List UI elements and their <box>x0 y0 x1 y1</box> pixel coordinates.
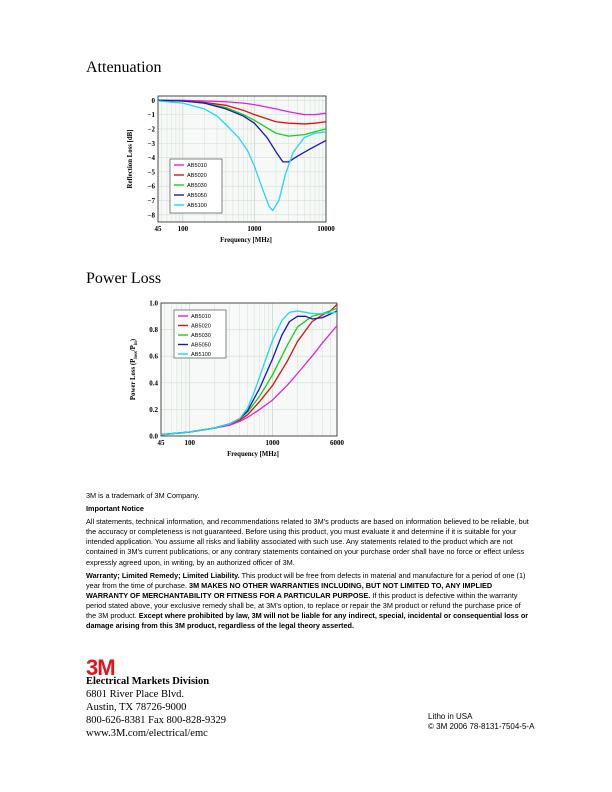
y-tick-label: 0.8 <box>149 326 158 335</box>
legend-label-AB5050: AB5050 <box>191 342 211 349</box>
city-address: Austin, TX 78726-9000 <box>86 702 187 713</box>
important-notice-body: All statements, technical information, and recommendations related to 3M’s products are based on information believed to be reliable, but the accuracy or completeness is not guaranteed. Before using this product, you must evaluate it and determine if it is suitable for your intended application. You assume all risks and liability associated with such use. Any statements related to the product which are not contained in 3M’s current publications, or any contrary statements contained on your purchase order shall have no force or effect unless expressly agreed upon, in writing, by an authorized officer of 3M. <box>86 517 529 567</box>
attenuation-chart <box>118 88 342 248</box>
y-tick-label: 0 <box>151 96 155 105</box>
x-tick-label: 100 <box>184 439 195 447</box>
trademark-text: 3M is a trademark of 3M Company. <box>86 491 200 500</box>
y-tick-label: 0.0 <box>149 432 158 441</box>
legend-label-AB5010: AB5010 <box>191 314 211 320</box>
x-axis-label: Frequency [MHz] <box>220 237 272 244</box>
legend-label-AB5020: AB5020 <box>187 173 207 179</box>
x-tick-label: 1000 <box>265 439 280 447</box>
x-tick-label: 100 <box>177 225 189 233</box>
y-tick-label: −5 <box>147 168 155 177</box>
y-tick-label: −8 <box>147 211 155 220</box>
legend-label-AB5100: AB5100 <box>187 203 207 209</box>
x-tick-label: 45 <box>157 439 165 447</box>
litho-text: Litho in USA <box>428 712 473 721</box>
legend-label-AB5050: AB5050 <box>187 193 207 199</box>
legend-label-AB5020: AB5020 <box>191 323 211 330</box>
y-tick-label: −6 <box>147 182 155 191</box>
warranty-text-1: This product will be free from defects in material and manufacture for a period of one (1) year from the time of purchase. <box>86 570 526 590</box>
x-tick-label: 6000 <box>330 439 344 447</box>
y-tick-label: 0.2 <box>149 405 158 414</box>
website: www.3M.com/electrical/emc <box>86 728 208 739</box>
street-address: 6801 River Place Blvd. <box>86 689 184 700</box>
power-loss-chart <box>118 296 348 468</box>
legend-label-AB5030: AB5030 <box>187 183 207 189</box>
power-loss-heading: Power Loss <box>86 270 162 287</box>
warranty-text-3: If this product is defective within the warranty period stated above, your exclusive remedy shall be, at 3M’s option, to replace or repair the 3M product or refund the purchase price of the 3M product. <box>86 590 521 621</box>
important-notice-title: Important Notice <box>86 504 144 514</box>
y-tick-label: −4 <box>147 154 155 163</box>
address-block <box>86 675 226 740</box>
x-tick-label: 45 <box>154 225 162 233</box>
legend-label-AB5030: AB5030 <box>191 333 211 339</box>
x-axis-label: Frequency [MHz] <box>227 451 279 458</box>
division-name: Electrical Markets Division <box>86 676 210 687</box>
warranty-text-4: Except where prohibited by law, 3M will not be liable for any indirect, special, incidental or consequential loss or damage arising from this 3M product, regardless of the legal theory asserted. <box>86 611 529 631</box>
legend-label-AB5100: AB5100 <box>191 352 211 358</box>
warranty-title: Warranty; Limited Remedy; Limited Liability. <box>86 570 240 580</box>
y-axis-label: Power Loss $(P_{loss}/P_{in})$ <box>130 338 139 401</box>
x-tick-label: 1000 <box>247 225 262 233</box>
attenuation-heading: Attenuation <box>86 59 162 76</box>
y-tick-label: −1 <box>147 111 155 120</box>
y-tick-label: 0.4 <box>149 379 158 388</box>
warranty-text-2: 3M MAKES NO OTHER WARRANTIES INCLUDING, BUT NOT LIMITED TO, ANY IMPLIED WARRANTY OF MERCHANTABILITY OR FITNESS FOR A PARTICULAR PURPOSE. <box>86 580 493 600</box>
litho-block <box>428 712 534 732</box>
x-tick-label: 10000 <box>317 225 335 233</box>
y-tick-label: −3 <box>147 139 155 148</box>
warranty-paragraph <box>86 571 532 632</box>
copyright-text: © 3M 2006 78-8131-7504-5-A <box>428 722 535 731</box>
y-tick-label: 0.6 <box>149 352 158 361</box>
3m-logo: 3M <box>86 655 115 680</box>
legend-label-AB5010: AB5010 <box>187 163 207 169</box>
notice-block <box>86 491 532 634</box>
y-tick-label: 1.0 <box>149 299 158 308</box>
y-tick-label: −7 <box>147 197 155 206</box>
y-tick-label: −2 <box>147 125 155 134</box>
y-axis-label: Reflection Loss [dB] <box>127 129 134 189</box>
phone-fax: 800-626-8381 Fax 800-828-9329 <box>86 715 226 726</box>
